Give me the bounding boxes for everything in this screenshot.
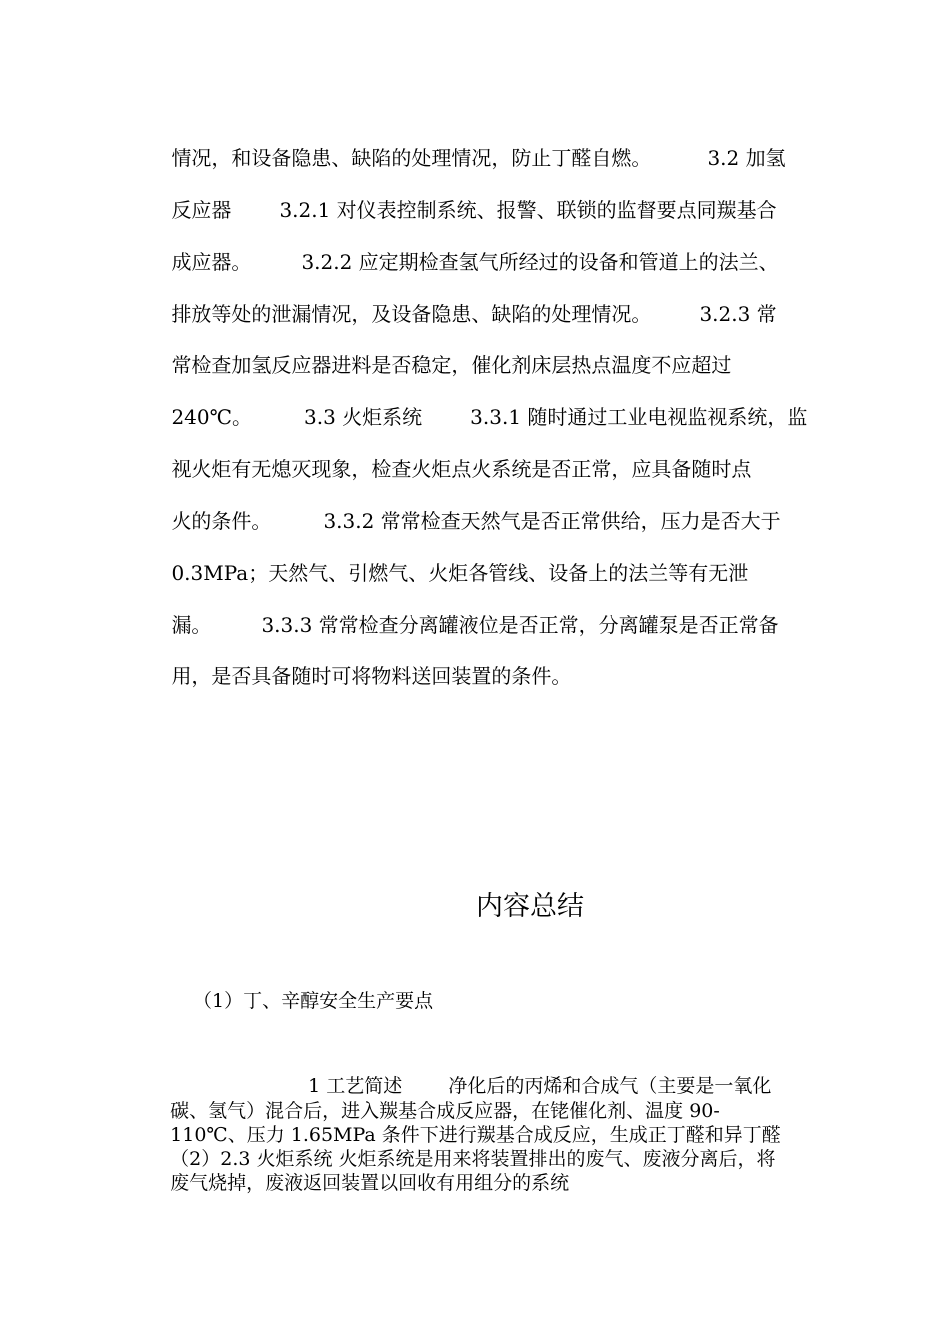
text-segment: 常检查加氢反应器进料是否稳定，催化剂床层热点温度不应超过 — [171, 353, 732, 377]
text-segment: 0.3MPa；天然气、引燃气、火炬各管线、设备上的法兰等有无泄 — [171, 561, 749, 585]
text-segment: 用，是否具备随时可将物料送回装置的条件。 — [171, 664, 572, 688]
text-segment: 1 工艺简述 — [308, 1075, 403, 1097]
text-segment: 110℃、压力 1.65MPa 条件下进行羰基合成反应，生成正丁醛和异丁醛 — [170, 1124, 781, 1146]
summary-item-1: （1）丁、辛醇安全生产要点 — [193, 990, 434, 1012]
body-line-3 — [146, 232, 779, 292]
text-segment: 3.3.1 随时通过工业电视监视系统，监 — [470, 405, 808, 429]
text-segment: 反应器 — [171, 198, 232, 222]
summary-line-5 — [146, 1155, 569, 1212]
text-segment: 3.2 加氢 — [707, 146, 786, 170]
text-segment: 成应器。 — [171, 250, 252, 274]
text-segment: 碳、氢气）混合后，进入羰基合成反应器，在铑催化剂、温度 90- — [170, 1100, 720, 1122]
body-line-9 — [146, 543, 748, 603]
summary-title: 内容总结 — [476, 891, 584, 922]
text-segment: 排放等处的泄漏情况，及设备隐患、缺陷的处理情况。 — [171, 302, 652, 326]
text-segment: 3.3 火炬系统 — [303, 405, 423, 429]
text-segment: 废气烧掉，废液返回装置以回收有用组分的系统 — [170, 1172, 570, 1194]
text-segment: 3.2.3 常 — [699, 302, 777, 326]
text-segment: 漏。 — [171, 613, 212, 637]
text-segment: 3.3.2 常常检查天然气是否正常供给，压力是否大于 — [323, 509, 781, 533]
text-segment: 情况，和设备隐患、缺陷的处理情况，防止丁醛自燃。 — [171, 146, 652, 170]
body-line-1 — [146, 128, 786, 188]
body-line-2 — [146, 180, 777, 240]
text-segment: 240℃。 — [171, 405, 252, 429]
body-line-6 — [146, 387, 807, 447]
text-segment: 3.2.2 应定期检查氢气所经过的设备和管道上的法兰、 — [301, 250, 779, 274]
text-segment: 3.2.1 对仪表控制系统、报警、联锁的监督要点同羰基合 — [279, 198, 777, 222]
text-segment: 视火炬有无熄灭现象，检查火炬点火系统是否正常，应具备随时点 — [171, 457, 752, 481]
text-segment: 火的条件。 — [171, 509, 272, 533]
body-line-5 — [146, 335, 731, 395]
text-segment: 3.3.3 常常检查分离罐液位是否正常，分离罐泵是否正常备 — [261, 613, 779, 637]
body-line-8 — [146, 491, 781, 551]
body-line-7 — [146, 439, 751, 499]
body-line-11 — [146, 646, 571, 706]
text-segment: （2）2.3 火炬系统 火炬系统是用来将装置排出的废气、废液分离后，将 — [170, 1148, 776, 1170]
text-segment: 净化后的丙烯和合成气（主要是一氧化 — [448, 1075, 772, 1097]
